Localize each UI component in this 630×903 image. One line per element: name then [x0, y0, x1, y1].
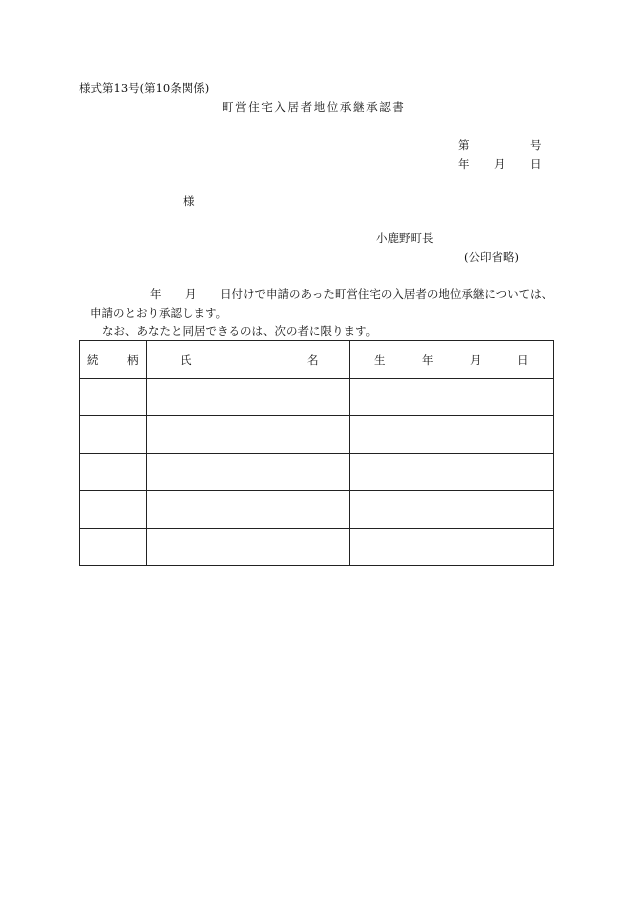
number-suffix: 号: [530, 138, 542, 152]
name-cell[interactable]: [147, 416, 350, 454]
body-year: 年: [150, 287, 162, 301]
birthdate-cell[interactable]: [350, 378, 554, 416]
birthdate-header: 生 年 月 日: [350, 341, 554, 379]
birthdate-cell[interactable]: [350, 528, 554, 566]
date-year: 年: [458, 157, 470, 171]
name-cell[interactable]: [147, 491, 350, 529]
name-cell[interactable]: [147, 528, 350, 566]
birthdate-cell[interactable]: [350, 453, 554, 491]
table-row: [80, 416, 554, 454]
body-line-2: 申請のとおり承認します。: [90, 306, 228, 320]
body-month: 月: [185, 287, 197, 301]
issuer-name: 小鹿野町長: [376, 231, 434, 245]
form-number-label: 様式第13号(第10条関係): [79, 81, 210, 95]
name-cell[interactable]: [147, 378, 350, 416]
table-row: [80, 528, 554, 566]
document-title: 町営住宅入居者地位承継承認書: [222, 100, 406, 114]
body-sentence: 日付けで申請のあった町営住宅の入居者の地位承継については、: [220, 287, 554, 301]
name-header: 氏 名: [147, 341, 350, 379]
birthdate-cell[interactable]: [350, 416, 554, 454]
date-month: 月: [494, 157, 506, 171]
relation-cell[interactable]: [80, 528, 147, 566]
table-row: [80, 491, 554, 529]
relation-cell[interactable]: [80, 416, 147, 454]
date-day: 日: [530, 157, 542, 171]
seal-omitted-note: (公印省略): [464, 250, 519, 264]
number-prefix: 第: [458, 138, 470, 152]
body-line-3: なお、あなたと同居できるのは、次の者に限ります。: [102, 324, 378, 338]
relation-cell[interactable]: [80, 378, 147, 416]
birthdate-cell[interactable]: [350, 491, 554, 529]
name-cell[interactable]: [147, 453, 350, 491]
table-row: [80, 378, 554, 416]
cohabitant-table: [79, 340, 554, 566]
relation-cell[interactable]: [80, 453, 147, 491]
table-header-row: [80, 341, 554, 379]
addressee-suffix: 様: [183, 194, 195, 208]
table-row: [80, 453, 554, 491]
relation-header: 続 柄: [80, 341, 147, 379]
relation-cell[interactable]: [80, 491, 147, 529]
